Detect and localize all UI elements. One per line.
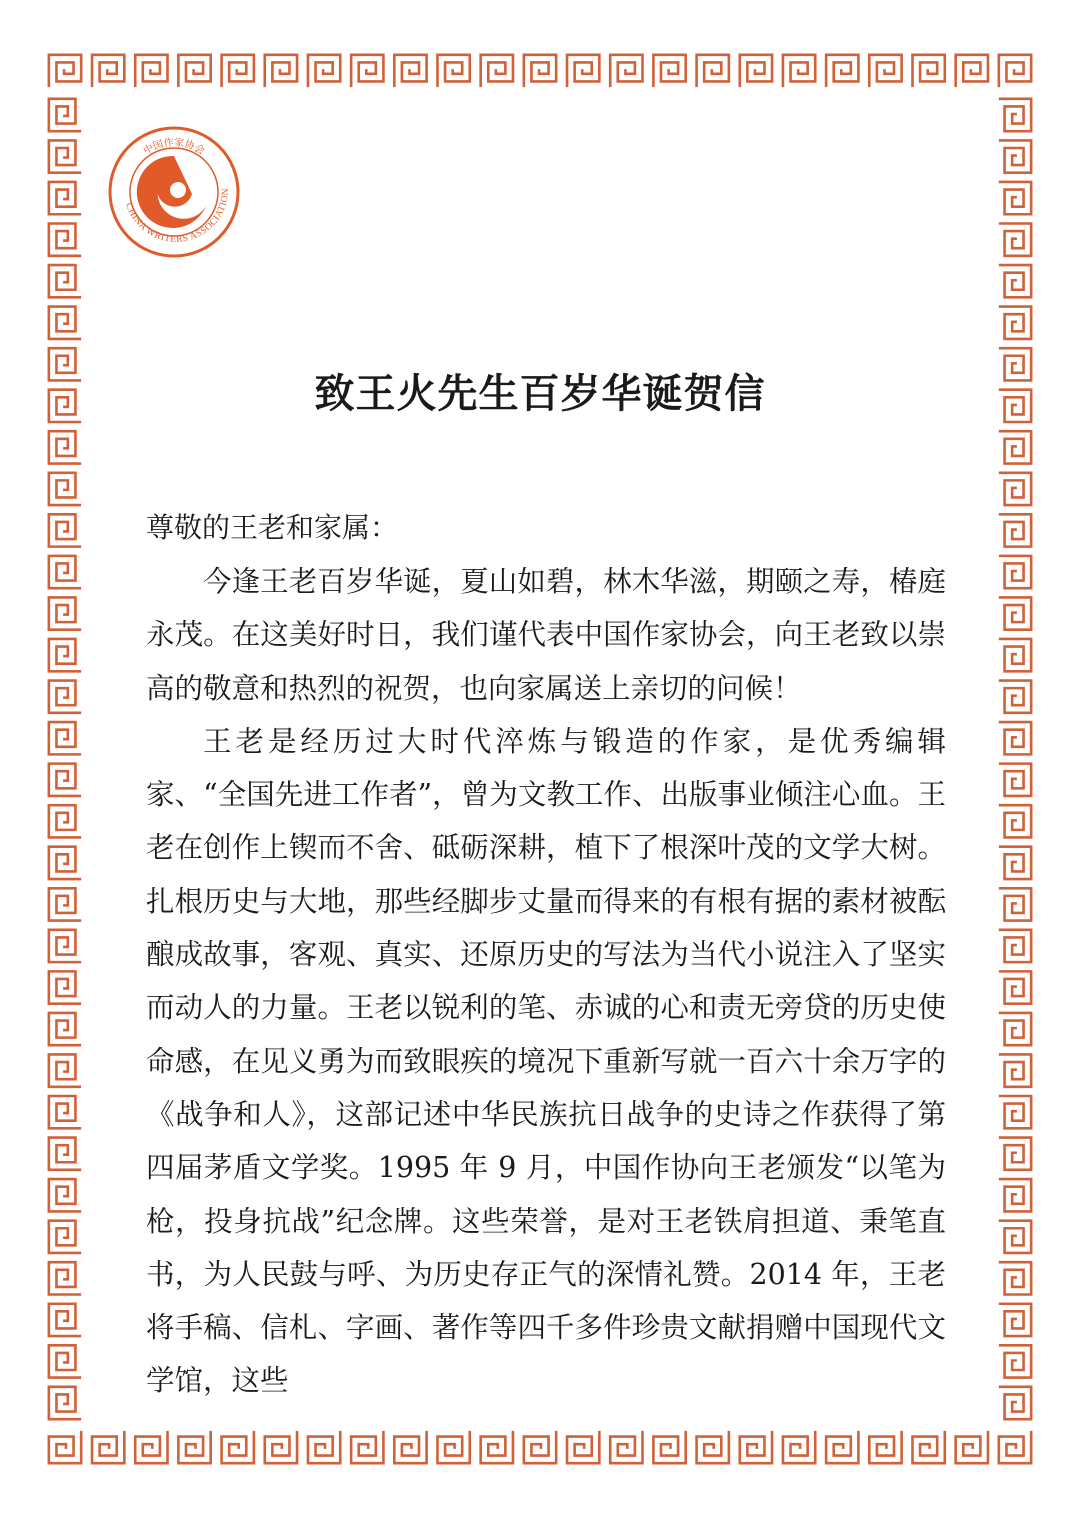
border-key-motif [999,681,1031,713]
border-key-motif [49,1345,81,1377]
letter-salutation: 尊敬的王老和家属： [146,511,399,544]
border-key-motif [481,1431,513,1463]
border-key-motif [610,1431,642,1463]
border-key-motif [826,1431,858,1463]
border-key-motif [999,182,1031,214]
border-key-motif [999,1013,1031,1045]
border-key-motif [308,55,340,87]
border-key-motif [999,1096,1031,1128]
border-key-motif [49,888,81,920]
border-key-motif [49,99,81,131]
border-key-motif [999,1054,1031,1086]
border-key-motif [351,55,383,87]
border-key-motif [999,971,1031,1003]
border-key-motif [265,55,297,87]
border-key-motif [481,55,513,87]
border-key-motif [869,1431,901,1463]
border-key-motif [49,140,81,172]
border-key-motif [49,514,81,546]
border-key-motif [92,55,124,87]
border-key-motif [49,1096,81,1128]
logo-swirl-center [170,182,186,198]
border-key-motif [653,1431,685,1463]
border-key-motif [999,431,1031,463]
border-key-motif [394,1431,426,1463]
border-key-motif [999,140,1031,172]
border-key-motif [49,1262,81,1294]
border-key-motif [999,265,1031,297]
border-key-motif [49,639,81,671]
letter-body [146,555,946,1408]
border-key-motif [49,1138,81,1170]
border-key-motif [49,722,81,754]
border-key-motif [999,764,1031,796]
border-key-motif [999,1387,1031,1419]
border-key-motif [697,1431,729,1463]
border-key-motif [394,55,426,87]
border-key-motif [999,514,1031,546]
border-key-motif [567,55,599,87]
china-writers-association-logo [106,124,242,260]
border-key-motif [999,1262,1031,1294]
border-key-motif [869,55,901,87]
border-key-motif [265,1431,297,1463]
border-key-motif [351,1431,383,1463]
border-key-motif [999,597,1031,629]
border-key-motif [178,1431,210,1463]
border-key-motif [49,1054,81,1086]
border-key-motif [740,55,772,87]
border-key-motif [999,639,1031,671]
border-key-motif [999,99,1031,131]
border-key-motif [999,888,1031,920]
border-key-motif [49,1179,81,1211]
border-key-motif [999,930,1031,962]
border-key-motif [135,55,167,87]
border-key-motif [49,1221,81,1253]
border-key-motif [999,1138,1031,1170]
border-key-motif [610,55,642,87]
border-key-motif [49,597,81,629]
border-key-motif [49,847,81,879]
border-key-motif [999,1431,1031,1463]
letter-paragraph-1: 今逢王老百岁华诞，夏山如碧，林木华滋，期颐之寿，椿庭永茂。在这美好时日，我们谨代表中国作家协会，向王老致以崇高的敬意和热烈的祝贺，也向家属送上亲切的问候！ [146,565,946,705]
border-key-motif [49,764,81,796]
border-key-motif [49,1431,81,1463]
logo-top-text: 中国作家协会 [141,137,207,158]
border-key-motif [783,1431,815,1463]
border-key-motif [49,805,81,837]
border-key-motif [999,722,1031,754]
border-key-motif [49,307,81,339]
border-key-motif [524,1431,556,1463]
border-key-motif [956,1431,988,1463]
logo-ring-text: CHINA WRITERS ASSOCIATION [123,187,232,245]
border-key-motif [49,556,81,588]
border-key-motif [49,1013,81,1045]
border-key-motif [49,681,81,713]
border-key-motif [308,1431,340,1463]
border-key-motif [524,55,556,87]
border-key-motif [999,805,1031,837]
border-key-motif [912,1431,944,1463]
border-key-motif [999,223,1031,255]
border-key-motif [567,1431,599,1463]
border-key-motif [999,1304,1031,1336]
border-key-motif [92,1431,124,1463]
letter-title: 致王火先生百岁华诞贺信 [314,370,766,417]
border-key-motif [49,182,81,214]
border-key-motif [740,1431,772,1463]
border-key-motif [49,473,81,505]
border-key-motif [999,556,1031,588]
border-key-motif [437,55,469,87]
border-key-motif [912,55,944,87]
border-key-motif [999,307,1031,339]
border-key-motif [697,55,729,87]
border-key-motif [999,473,1031,505]
border-key-motif [49,1304,81,1336]
border-key-motif [49,930,81,962]
border-key-motif [49,265,81,297]
border-key-motif [999,1221,1031,1253]
border-key-motif [49,55,81,87]
border-key-motif [49,971,81,1003]
border-key-motif [999,847,1031,879]
border-key-motif [783,55,815,87]
border-key-motif [49,223,81,255]
border-key-motif [222,1431,254,1463]
border-key-motif [826,55,858,87]
border-key-motif [135,1431,167,1463]
letter-paragraph-2: 王老是经历过大时代淬炼与锻造的作家，是优秀编辑家、“全国先进工作者”，曾为文教工作、出版事业倾注心血。王老在创作上锲而不舍、砥砺深耕，植下了根深叶茂的文学大树。扎根历史与大地，那些经脚步丈量而得来的有根有据的素材被酝酿成故事，客观、真实、还原历史的写法为当代小说注入了坚实而动人的力量。王老以锐利的笔、赤诚的心和责无旁贷的历史使命感，在见义勇为而致眼疾的境况下重新写就一百六十余万字的《战争和人》，这部记述中华民族抗日战争的史诗之作获得了第四届茅盾文学奖。1995 年 9 月，中国作协向王老颁发“以笔为枪，投身抗战”纪念牌。这些荣誉，是对王老铁肩担道、秉笔直书，为人民鼓与呼、为历史存正气的深情礼赞。2014 年，王老将手稿、信札、字画、著作等四千多件珍贵文献捐赠中国现代文学馆，这些 [146,724,946,1398]
border-key-motif [653,55,685,87]
border-key-motif [999,1345,1031,1377]
border-key-motif [222,55,254,87]
border-key-motif [956,55,988,87]
border-key-motif [437,1431,469,1463]
border-key-motif [49,1387,81,1419]
border-key-motif [178,55,210,87]
border-key-motif [49,431,81,463]
border-key-motif [999,55,1031,87]
border-key-motif [999,1179,1031,1211]
